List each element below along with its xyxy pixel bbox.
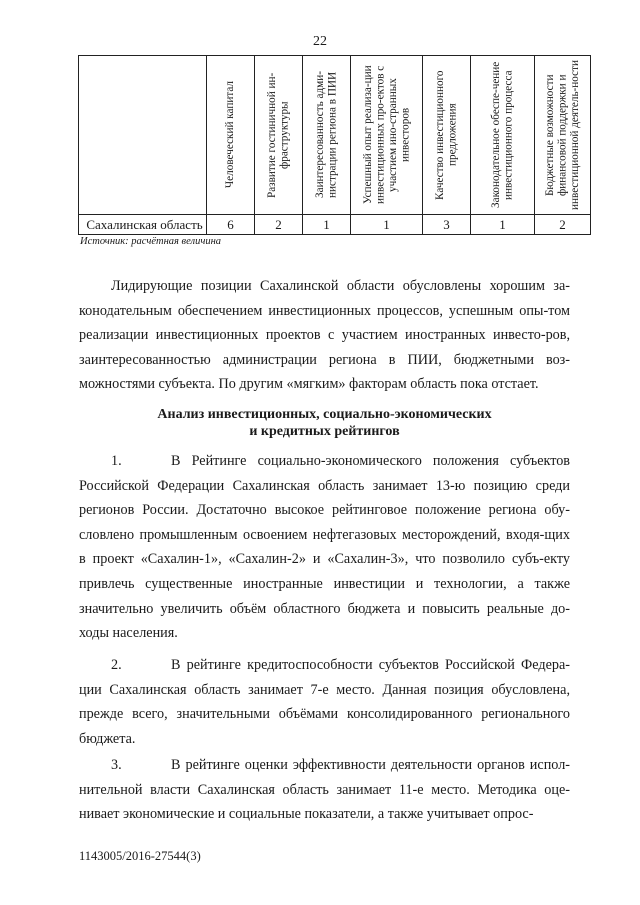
table-header-cell [423, 56, 471, 215]
table-header-cell [471, 56, 535, 215]
header-legislative-support: Законодательное обеспе-чение инвестиционного процесса [490, 61, 515, 209]
table-cell: 1 [471, 215, 535, 235]
factors-table [78, 55, 591, 235]
table-header-cell [351, 56, 423, 215]
list-item [79, 753, 570, 827]
list-item [79, 653, 570, 751]
table-header-row [79, 56, 591, 215]
table-cell: 3 [423, 215, 471, 235]
table-cell: 6 [207, 215, 255, 235]
table-cell: 2 [535, 215, 591, 235]
table-cell-region: Сахалинская область [79, 215, 207, 235]
section-heading [79, 406, 570, 440]
table-header-cell [207, 56, 255, 215]
header-human-capital: Человеческий капитал [224, 81, 237, 189]
table-header-cell [79, 56, 207, 215]
header-administration-interest: Заинтересованность адми-нистрации региона в ПИИ [314, 71, 339, 199]
item-text: В Рейтинге социально-экономического положения субъектов Российской Федерации Сахалинская область занимает 13-ю позицию среди регионов России. Достаточно высокое рейтинговое положение региона обу-словлено промышленным освоением нефтегазовых месторождений, входя-щих в проект «Сахалин-1», «Сахалин-2» и «Сахалин-3», что позволило субъ-екту привлечь существенные иностранные инвестиции и технологии, а также значительно увеличить объём областного бюджета и повысить реальные до-ходы населения. [79, 453, 570, 642]
table-cell: 1 [303, 215, 351, 235]
table-cell: 2 [255, 215, 303, 235]
source-note: Источник: расчётная величина [80, 236, 222, 247]
page-number: 22 [313, 34, 327, 49]
header-budget-capacity: Бюджетные возможности финансовой поддержки и инвестиционной деятель-ности [543, 60, 581, 210]
document-id: 1143005/2016-27544(3) [79, 849, 201, 863]
table-row [79, 215, 591, 235]
item-text: В рейтинге оценки эффективности деятельности органов испол-нительной власти Сахалинская область занимает 11-е место. Методика оце-нивает экономические и социальные показатели, а также учитывает опрос- [79, 757, 570, 823]
item-number: 2. [111, 657, 122, 673]
item-number: 1. [111, 453, 122, 469]
header-investment-offer-quality: Качество инвестиционного предложения [434, 70, 459, 200]
item-text: В рейтинге кредитоспособности субъектов Российской Федера-ции Сахалинская область занимает 7-е место. Данная позиция обусловлена, прежде всего, значительными объёмами консолидированного регионального бюджета. [79, 657, 570, 747]
section-heading-line: Анализ инвестиционных, социально-экономических [157, 407, 492, 422]
list-item [79, 449, 570, 646]
section-heading-line: и кредитных рейтингов [249, 424, 400, 439]
table-header-cell [535, 56, 591, 215]
header-foreign-project-experience: Успешный опыт реализа-ции инвестиционных про-ектов с участием ино-странных инвесторов [361, 65, 411, 205]
header-hotel-infrastructure: Развитие гостиничной ин-фраструктуры [266, 72, 291, 198]
table-header-cell [303, 56, 351, 215]
table-header-cell [255, 56, 303, 215]
table-cell: 1 [351, 215, 423, 235]
intro-paragraph: Лидирующие позиции Сахалинской области обусловлены хорошим за-конодательным обеспечением инвестиционных процессов, успешным опы-том реализации инвестиционных проектов с участием иностранных инвесто-ров, заинтересованностью администрации региона в ПИИ, бюджетными воз-можностями субъекта. По другим «мягким» факторам область пока отстает. [79, 278, 570, 393]
item-number: 3. [111, 757, 122, 773]
